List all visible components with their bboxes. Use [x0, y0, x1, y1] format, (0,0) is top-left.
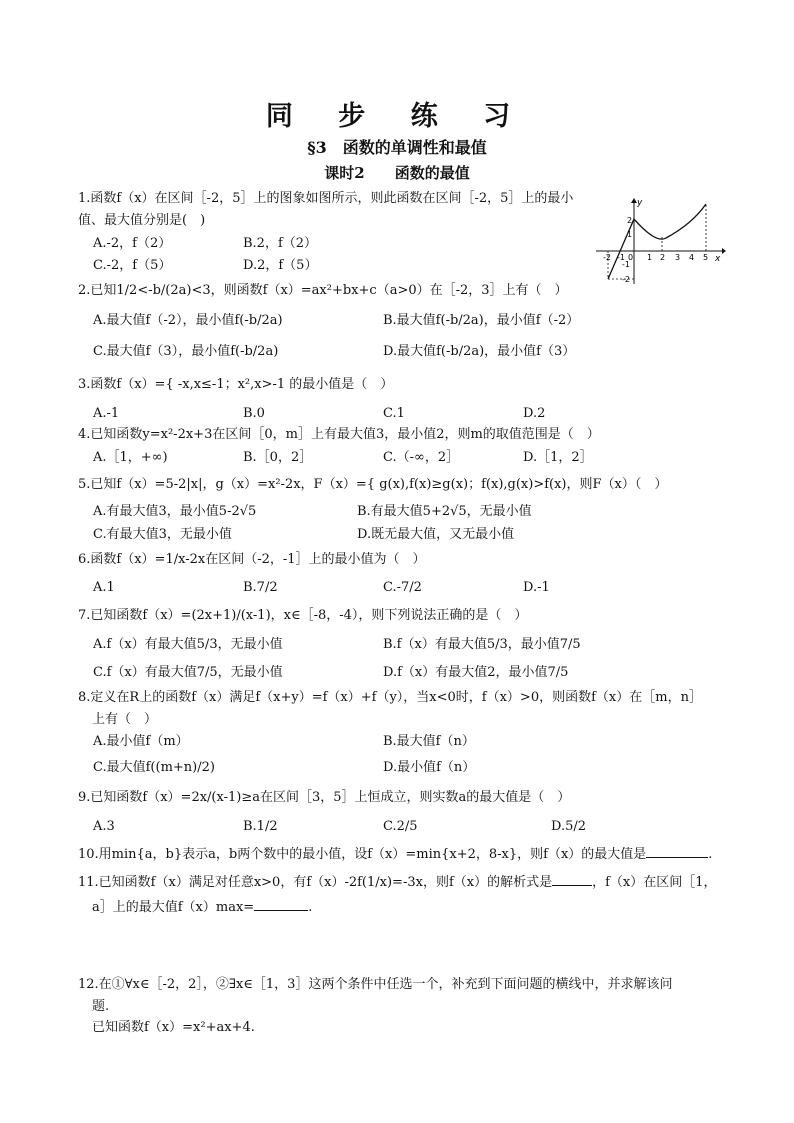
x-tick: 5 [703, 253, 709, 262]
q7-option-a: A.f（x）有最大值5/3，无最小值 [93, 637, 283, 652]
q9-option-b: B.1/2 [243, 819, 278, 834]
q9-option-a: A.3 [93, 819, 115, 834]
q4-option-b: B.［0，2］ [243, 450, 313, 465]
q7-option-c: C.f（x）有最大值7/5，无最小值 [93, 665, 283, 680]
q3-option-b: B.0 [243, 406, 265, 421]
q8-option-c: C.最大值f((m+n)/2) [93, 760, 215, 775]
q9-option-c: C.2/5 [383, 819, 418, 834]
question-7-text: 7.已知函数f（x）=(2x+1)/(x-1)，x∈［-8，-4），则下列说法正确的是（ ） [78, 608, 528, 623]
q5-option-b: B.有最大值5+2√5，无最小值 [357, 504, 532, 519]
q2-option-c: C.最大值f（3），最小值f(-b/2a) [93, 344, 279, 359]
page-title: 同 步 练 习 [265, 101, 529, 132]
q2-option-a: A.最大值f（-2），最小值f(-b/2a) [93, 313, 283, 328]
question-5-text: 5.已知f（x）=5-2|x|，g（x）=x²-2x，F（x）={ g(x),f(x)≥g(x)；f(x),g(x)>f(x)，则F（x）（ ） [78, 477, 668, 492]
q5-option-c: C.有最大值3，无最小值 [93, 527, 232, 542]
q7-option-d: D.f（x）有最大值2，最小值7/5 [383, 665, 569, 680]
question-11-text-cont [92, 896, 312, 917]
function-graph [594, 196, 726, 286]
y-tick: -1 [622, 260, 630, 269]
question-10-text [78, 843, 712, 864]
q6-option-c: C.-7/2 [383, 580, 422, 595]
q8-option-d: D.最小值f（n） [383, 760, 476, 775]
q2-option-d: D.最大值f(-b/2a)，最小值f（3） [383, 344, 576, 359]
x-tick: 1 [647, 253, 653, 262]
question-11-text [78, 871, 717, 892]
question-12-text: 12.在①∀x∈［-2，2］，②∃x∈［1，3］这两个条件中任选一个，补充到下面问题的横线中，并求解该问 [78, 977, 673, 992]
q9-option-d: D.5/2 [551, 819, 587, 834]
q2-option-b: B.最大值f(-b/2a)，最小值f（-2） [383, 313, 580, 328]
q8-option-a: A.最小值f（m） [93, 734, 189, 749]
q6-option-b: B.7/2 [243, 580, 278, 595]
answer-blank[interactable] [552, 871, 592, 886]
q4-option-d: D.［1，2］ [523, 450, 593, 465]
question-12-text-cont: 题. [92, 999, 110, 1014]
q1-option-a: A.-2，f（2） [93, 236, 172, 251]
q1-option-c: C.-2，f（5） [93, 258, 172, 273]
question-1-text-cont: 值、最大值分别是( ) [78, 213, 206, 228]
y-axis-label: y [637, 198, 643, 208]
answer-blank[interactable] [646, 843, 708, 858]
q4-option-c: C.（-∞，2］ [383, 450, 460, 465]
question-6-text: 6.函数f（x）=1/x-2x在区间（-2，-1］上的最小值为（ ） [78, 552, 426, 567]
question-11-mid: ，f（x）在区间［1， [592, 875, 717, 890]
q4-option-a: A.［1，+∞) [93, 450, 168, 465]
question-11-end: . [308, 900, 313, 915]
q3-option-c: C.1 [383, 406, 405, 421]
question-11-line2: a］上的最大值f（x）max= [92, 900, 255, 915]
q3-option-a: A.-1 [93, 406, 120, 421]
question-2-text: 2.已知1/2<-b/(2a)<3，则函数f（x）=ax²+bx+c（a>0）在［-2，3］上有（ ） [78, 283, 568, 298]
x-tick: 2 [660, 253, 666, 262]
question-10-end: . [708, 847, 713, 862]
q3-option-d: D.2 [523, 406, 546, 421]
x-tick: 4 [689, 253, 695, 262]
x-tick: -1 [617, 253, 625, 262]
question-12-function: 已知函数f（x）=x²+ax+4. [92, 1020, 255, 1035]
section-title: §3 函数的单调性和最值 [307, 138, 487, 157]
question-4-text: 4.已知函数y=x²-2x+3在区间［0，m］上有最大值3，最小值2，则m的取值范围是（ ） [78, 427, 600, 442]
x-tick: 0 [628, 253, 634, 262]
question-10-stem: 10.用min{a，b}表示a，b两个数中的最小值，设f（x）=min{x+2，8-x}，则f（x）的最大值是 [78, 847, 647, 862]
q1-option-b: B.2，f（2） [243, 236, 318, 251]
question-11-stem: 11.已知函数f（x）满足对任意x>0，有f（x）-2f(1/x)=-3x，则f（x）的解析式是 [78, 875, 553, 890]
q5-option-d: D.既无最大值，又无最小值 [357, 527, 515, 542]
question-8-text: 8.定义在R上的函数f（x）满足f（x+y）=f（x）+f（y），当x<0时，f（x）>0，则函数f（x）在［m，n］ [78, 690, 702, 705]
x-tick: -2 [603, 253, 611, 262]
q5-option-a: A.有最大值3，最小值5-2√5 [93, 504, 257, 519]
y-tick: 1 [627, 230, 633, 239]
q6-option-d: D.-1 [523, 580, 550, 595]
question-8-text-cont: 上有（ ） [92, 712, 158, 727]
y-tick: -2 [622, 275, 630, 284]
question-1-text: 1.函数f（x）在区间［-2，5］上的图象如图所示，则此函数在区间［-2，5］上的最小 [78, 191, 574, 206]
question-3-text: 3.函数f（x）={ -x,x≤-1；x²,x>-1 的最小值是（ ） [78, 377, 394, 392]
q8-option-b: B.最大值f（n） [383, 734, 475, 749]
x-tick: 3 [675, 253, 681, 262]
q7-option-b: B.f（x）有最大值5/3，最小值7/5 [383, 637, 581, 652]
y-tick: 2 [627, 216, 633, 225]
question-9-text: 9.已知函数f（x）=2x/(x-1)≥a在区间［3，5］上恒成立，则实数a的最大值是（ ） [78, 790, 571, 805]
q1-option-d: D.2，f（5） [243, 258, 318, 273]
x-axis-label: x [715, 254, 721, 264]
lesson-title: 课时2 函数的最值 [324, 164, 470, 182]
answer-blank[interactable] [254, 896, 308, 911]
q6-option-a: A.1 [93, 580, 115, 595]
